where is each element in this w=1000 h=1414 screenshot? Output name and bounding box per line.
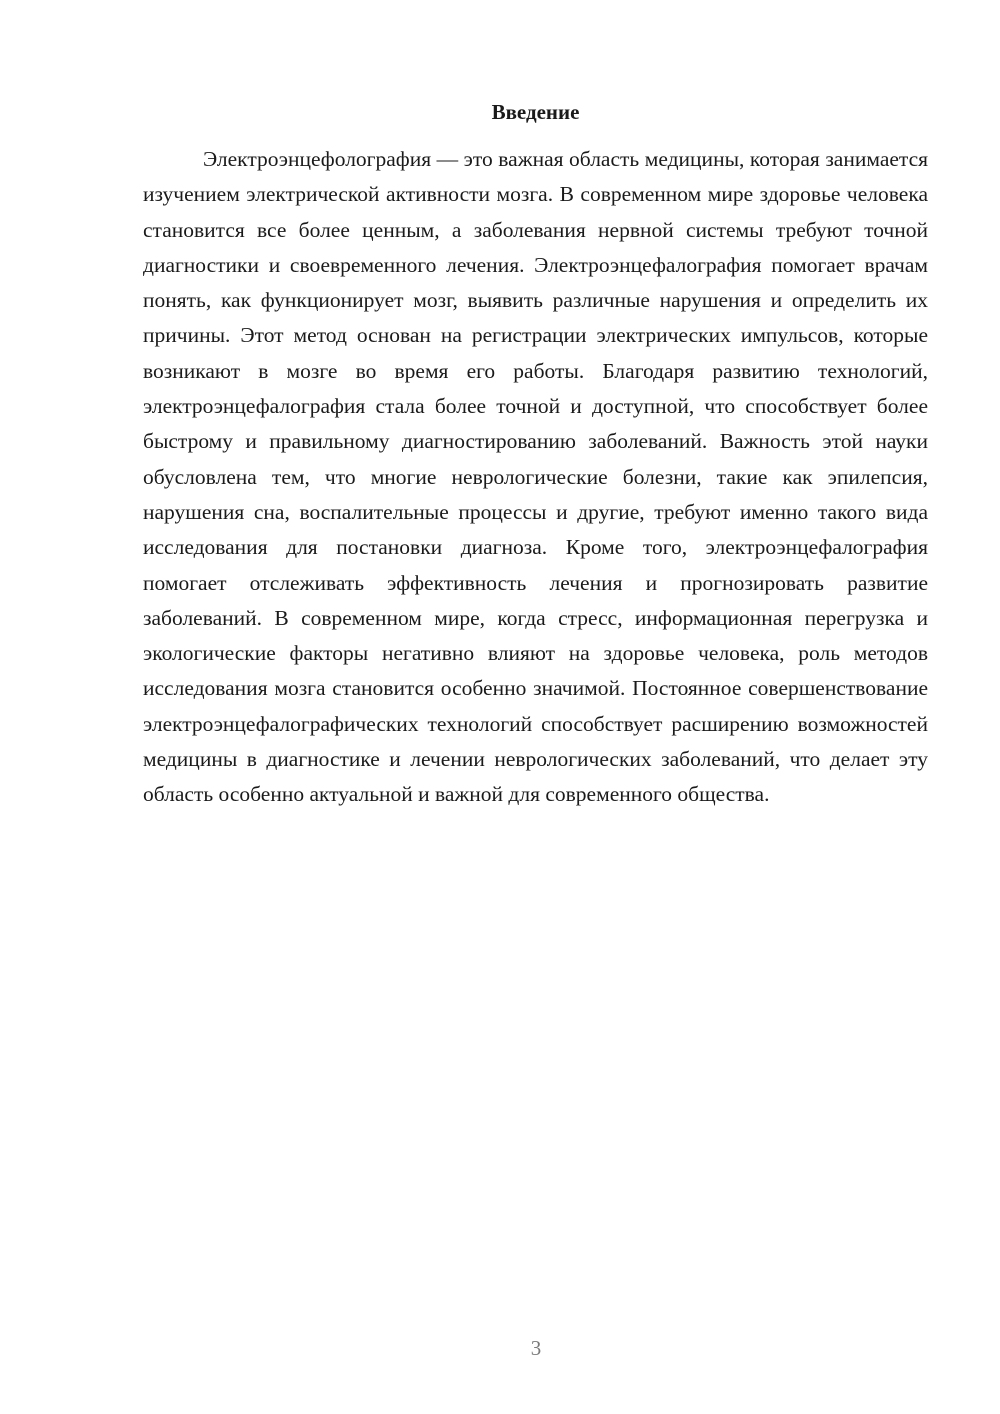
page-title: Введение (491, 100, 580, 124)
body-paragraph: Электроэнцефолография — это важная область медицины, которая занимается изучением электрической активности мозга. В современном мире здоровье человека становится все более ценным, а заболевания нервной системы требуют точной диагностики и своевременного лечения. Электроэнцефалография помогает врачам понять, как функционирует мозг, выявить различные нарушения и определить их причины. Этот метод основан на регистрации электрических импульсов, которые возникают в мозге во время его работы. Благодаря развитию технологий, электроэнцефалография стала более точной и доступной, что способствует более быстрому и правильному диагностированию заболеваний. Важность этой науки обусловлена тем, что многие неврологические болезни, такие как эпилепсия, нарушения сна, воспалительные процессы и другие, требуют именно такого вида исследования для постановки диагноза. Кроме того, электроэнцефалография помогает отслеживать эффективность лечения и прогнозировать развитие заболеваний. В современном мире, когда стресс, информационная перегрузка и экологические факторы негативно влияют на здоровье человека, роль методов исследования мозга становится особенно значимой. Постоянное совершенствование электроэнцефалографических технологий способствует расширению возможностей медицины в диагностике и лечении неврологических заболеваний, что делает эту область особенно актуальной и важной для современного общества. (143, 147, 928, 807)
page-number: 3 (530, 1336, 542, 1360)
